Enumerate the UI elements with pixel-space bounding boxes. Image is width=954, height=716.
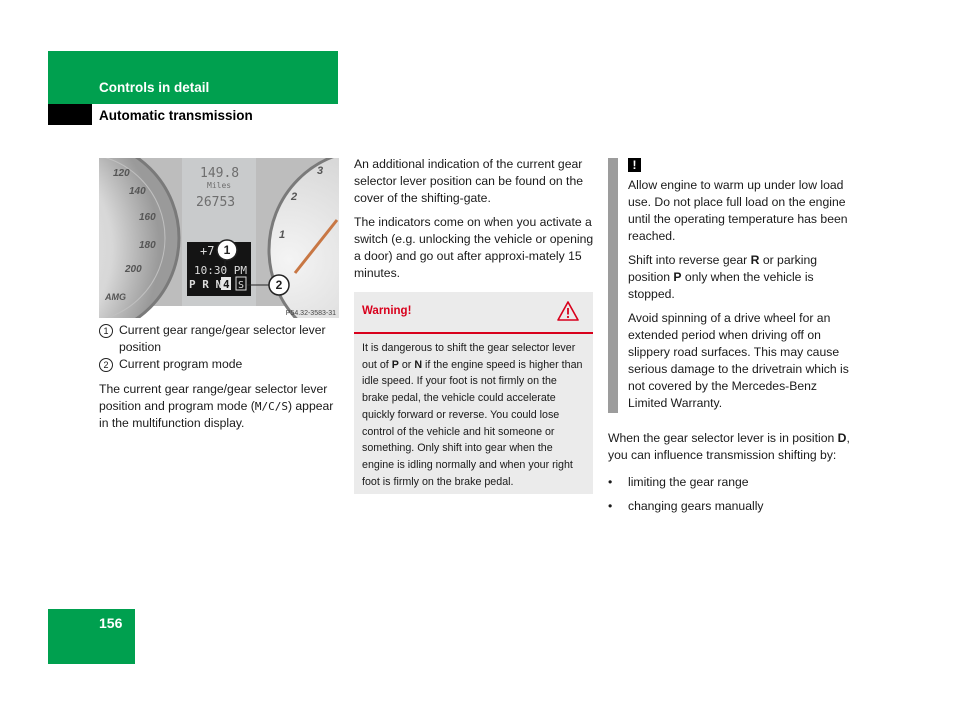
column-2-text — [354, 156, 594, 289]
subsection-marker — [48, 104, 92, 125]
callout-1: 1 — [223, 243, 231, 257]
mode-letters: M/C/S — [254, 400, 288, 413]
legend-item — [99, 356, 339, 373]
legend-number: 2 — [99, 358, 113, 372]
display-gears: P R N — [189, 278, 223, 291]
display-selected-gear: 4 — [223, 278, 230, 291]
warning-title: Warning! — [362, 305, 412, 317]
right-gauge-tick: 2 — [291, 191, 298, 203]
note-bar — [608, 158, 618, 413]
display-speed: 149.8 — [200, 166, 240, 181]
right-gauge-tick: 1 — [279, 229, 286, 241]
paragraph-text: The current gear range/gear selector lever position and program mode ( — [99, 382, 328, 413]
note-exclamation-icon: ! — [628, 158, 641, 172]
note-paragraph: Allow engine to warm up under low load use. Do not place full load on the engine until the operating temperature has been reached. — [628, 178, 848, 243]
instrument-cluster-figure — [99, 158, 339, 323]
header-band — [48, 51, 338, 104]
paragraph: An additional indication of the current gear selector lever position can be found on the cover of the shifting-gate. — [354, 157, 584, 205]
warning-text: It is dangerous to shift the gear selector lever out of P or N if the engine speed is higher than idle speed. If your foot is not firmly on the brake pedal, the vehicle could accelerate quickly forward or reverse. You could lose control of the vehicle and hit someone or something. Only shift into gear when the engine is idling normally and when your right foot is firmly on the brake pedal. — [362, 342, 583, 488]
left-gauge-tick: 180 — [139, 240, 156, 251]
display-temperature: +7 — [200, 244, 215, 258]
left-gauge-tick: 200 — [125, 264, 142, 275]
figure-code: P54.32-3583-31 — [285, 310, 336, 317]
legend-item — [99, 322, 339, 356]
left-gauge-tick: 160 — [139, 212, 156, 223]
legend-text: Current program mode — [119, 357, 243, 371]
subsection-title: Automatic transmission — [99, 108, 253, 123]
paragraph-text: ) appear in the multifunction display. — [99, 399, 334, 430]
column-3-text — [608, 430, 850, 522]
display-odometer: 26753 — [196, 195, 236, 210]
display-unit: Miles — [207, 181, 232, 190]
left-gauge-tick: 140 — [129, 186, 146, 197]
display-time: 10:30 PM — [194, 264, 247, 277]
note-text — [628, 177, 850, 419]
left-gauge-tick: 120 — [113, 168, 130, 179]
list-item: • changing gears manually — [608, 498, 850, 515]
legend-text: Current gear range/gear selector lever position — [119, 323, 326, 354]
list-item: • limiting the gear range — [608, 474, 850, 491]
note-paragraph: Shift into reverse gear R or parking position P only when the vehicle is stopped. — [628, 253, 818, 301]
page-number: 156 — [99, 615, 123, 631]
note-paragraph: Avoid spinning of a drive wheel for an extended period when driving off on slippery road surfaces. This may cause serious damage to the drivetrain which is not covered by the Mercedes-Benz Limited Warranty. — [628, 311, 849, 410]
warning-box — [354, 292, 593, 494]
paragraph: When the gear selector lever is in position D, you can influence transmission shifting by: — [608, 431, 850, 462]
program-mode-paragraph — [99, 381, 339, 432]
paragraph: The indicators come on when you activate a switch (e.g. unlocking the vehicle or opening a door) and go out after approxi-mately 15 minutes. — [354, 215, 594, 280]
legend-number: 1 — [99, 324, 113, 338]
section-title: Controls in detail — [99, 80, 210, 95]
brand-logo: AMG — [105, 292, 126, 302]
warning-triangle-icon — [557, 301, 579, 321]
bullet-list — [608, 474, 850, 515]
warning-header — [354, 292, 593, 334]
display-program-mode: S — [238, 280, 245, 291]
right-gauge-tick: 3 — [317, 165, 324, 177]
callout-2: 2 — [275, 278, 283, 292]
figure-legend — [99, 322, 339, 373]
